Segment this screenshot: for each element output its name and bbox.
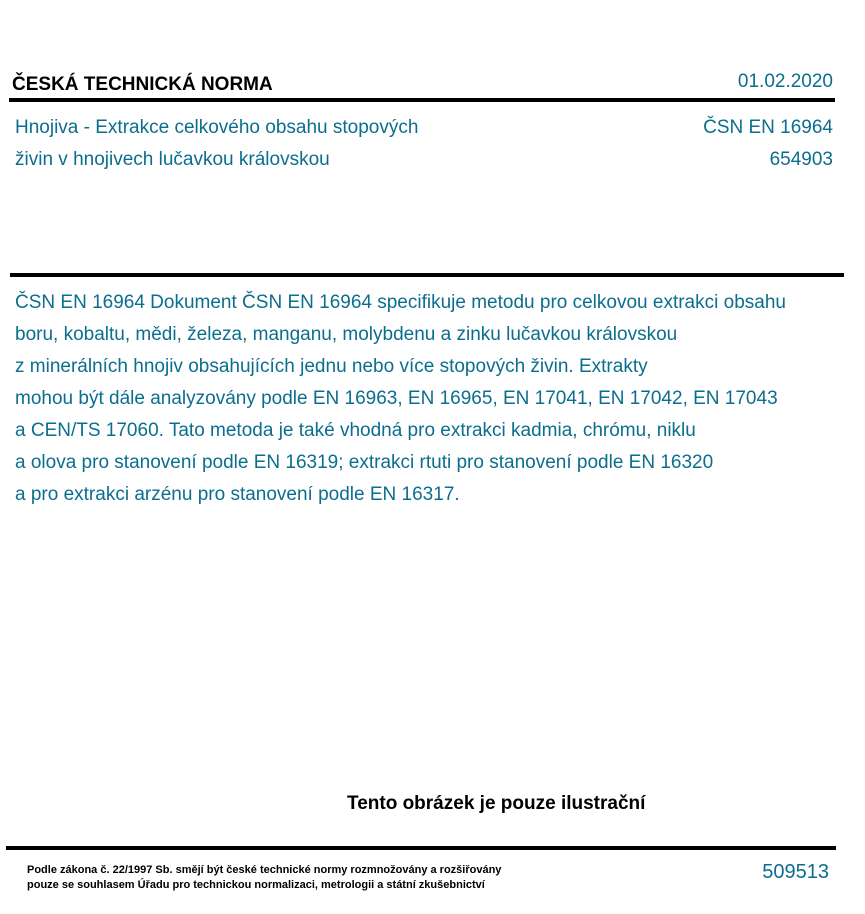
- abstract-line: a pro extrakci arzénu pro stanovení podle EN 16317.: [15, 484, 460, 505]
- illustration-note: Tento obrázek je pouze ilustrační: [347, 793, 646, 814]
- abstract-top-rule: [10, 273, 844, 277]
- abstract-line: ČSN EN 16964 Dokument ČSN EN 16964 specifikuje metodu pro celkovou extrakci obsahu: [15, 292, 786, 313]
- header-rule: [9, 98, 835, 102]
- norm-title-line-1: Hnojiva - Extrakce celkového obsahu stopových: [15, 117, 419, 138]
- document-number: 509513: [762, 861, 829, 883]
- abstract-line: z minerálních hnojiv obsahujících jednu nebo více stopových živin. Extrakty: [15, 356, 648, 377]
- abstract-line: a olova pro stanovení podle EN 16319; extrakci rtuti pro stanovení podle EN 16320: [15, 452, 714, 473]
- footer-rule: [6, 846, 836, 850]
- abstract-line: boru, kobaltu, mědi, železa, manganu, molybdenu a zinku lučavkou královskou: [15, 324, 678, 345]
- legal-notice-line-2: pouze se souhlasem Úřadu pro technickou normalizaci, metrologii a státní zkušebnictví: [27, 879, 485, 891]
- norm-code: ČSN EN 16964: [703, 117, 833, 138]
- document-type-heading: ČESKÁ TECHNICKÁ NORMA: [12, 74, 273, 95]
- norm-title-line-2: živin v hnojivech lučavkou královskou: [15, 149, 330, 170]
- abstract-line: a CEN/TS 17060. Tato metoda je také vhodná pro extrakci kadmia, chrómu, niklu: [15, 420, 696, 441]
- norm-class-number: 654903: [769, 149, 833, 170]
- legal-notice-line-1: Podle zákona č. 22/1997 Sb. smějí být české technické normy rozmnožovány a rozšiřovány: [27, 864, 502, 876]
- publication-date: 01.02.2020: [737, 71, 833, 92]
- abstract-line: mohou být dále analyzovány podle EN 16963, EN 16965, EN 17041, EN 17042, EN 17043: [15, 388, 778, 409]
